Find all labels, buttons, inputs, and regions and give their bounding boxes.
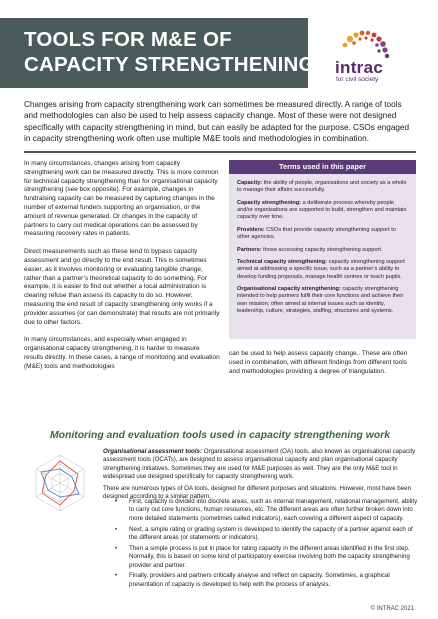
logo-tagline: for civil society (336, 76, 379, 83)
oa-description (103, 448, 418, 504)
oa-text: Organisational assessment (OA) tools, also known as organisational capacity assessment tools (OCATs), are designed to assess organisational capacity and plan organisational capacity strengthening initiatives. Sometimes they are used for M&E purposes as well. They are the only M&E tool in widespread use designed specifically for capacity strengthening work. (103, 448, 416, 481)
left-paragraph-2: Direct measurements such as these tend to bypass capacity assessment and go directly to the end result. This is sometimes easier, as it involves monitoring or evaluating tangible change, rather than a partner’s theoretical capacity to do something. For example, it is easier to find out whether a local administration is clearing refuse than assess its capacity to do so. However, measuring the end result of capacity strengthening only works if a provider assumes (or can demonstrate) that results are not primarily due to other factors. (24, 248, 220, 326)
page-title (24, 27, 324, 77)
bullet-icon: • (115, 498, 118, 505)
header-banner (0, 0, 438, 88)
list-item-text: First, capacity is divided into discrete areas, such as internal management, relational management, ability to carry out core functions, human resources, etc. The different areas are often further broken down into more detailed statements (sometimes called indicators), each covering a different aspect of capacity. (129, 498, 418, 522)
oa-lead: Organisational assessment tools: (103, 448, 203, 455)
page-title-line1: TOOLS FOR M&E OF (24, 28, 232, 51)
divider (24, 151, 416, 153)
term-definition: capacity strengthening support aimed at addressing a specific issue, such as a partner’s ability to develop funding proposals, manage health centres or teach pupils. (237, 259, 405, 280)
terms-box (229, 160, 416, 339)
term-definition: CSOs that provide capacity strengthening support to other agencies. (237, 226, 396, 240)
copyright-footer: © INTRAC 2021 (370, 606, 414, 612)
term-item (237, 259, 408, 281)
list-item-text: Finally, providers and partners critically analyse and reflect on capacity. Sometimes, a graphical presentation of capacity is developed to help with the process of analysis. (129, 572, 390, 588)
logo-wordmark: intrac (335, 58, 384, 77)
term-definition: capacity strengthening intended to help partners fulfil their core functions and achieve their own mission; often aimed at internal issues such as identity, leadership, culture, strategies, staffing, structures and systems. (237, 286, 404, 314)
term-item (237, 286, 408, 315)
term-definition: a deliberate process whereby people and/or organisations are supported to build, strengthen and maintain capacity over time. (237, 199, 407, 221)
term-label: Organisational capacity strengthening: (237, 286, 341, 293)
bullet-icon: • (115, 572, 118, 580)
terms-list (229, 174, 416, 315)
bullet-icon: • (115, 544, 118, 552)
oa-types-paragraph: There are numerous types of OA tools, designed for different purposes and situations. However, most have been designed according to a similar pattern. (103, 484, 412, 501)
term-definition: the ability of people, organisations and society as a whole to manage their affairs successfully. (237, 180, 407, 194)
term-label: Partners: (237, 246, 262, 253)
list-item-text: Then a simple process is put in place for rating capacity in the different areas identified in the first step. Normally, this is based on some kind of participatory exercise involving both the capacity strengthening provider and partner. (129, 544, 410, 569)
bullet-list (103, 498, 418, 592)
right-column-continued: can be used to help assess capacity change.. These are often used in combination, with different findings from different tools and methodologies providing a degree of triangulation. (229, 350, 408, 375)
left-paragraph-1: In many circumstances, changes arising from capacity strengthening work can be measured directly. This is more common for technical capacity strengthening than for organisational capacity strengthening (see box opposite). For example, changes in fundraising capacity can be measured by capturing changes in the number of external funders supporting an organisation, or the amount of revenue generated. Or changes in the capacity of partners to carry out medical operations can be assessed by measuring recovery rates in patients. (24, 160, 219, 238)
term-item (237, 227, 408, 241)
term-label: Providers: (237, 226, 265, 233)
list-item (103, 545, 418, 570)
list-item (103, 572, 418, 589)
section-heading: Monitoring and evaluation tools used in capacity strengthening work (50, 430, 391, 441)
term-definition: those accessing capacity strengthening support. (261, 246, 383, 253)
list-item-text: Next, a simple rating or grading system is developed to identify the capacity of a partner against each of the different areas (or statements or indicators). (129, 525, 413, 542)
term-label: Technical capacity strengthening: (237, 259, 328, 266)
oa-paragraph (103, 448, 418, 482)
list-item (103, 526, 418, 543)
page-title-line2: CAPACITY STRENGTHENING (24, 53, 315, 76)
radar-chart-icon (24, 447, 96, 519)
term-label: Capacity: (237, 180, 263, 186)
term-item (237, 247, 408, 254)
term-label: Capacity strengthening: (237, 199, 302, 206)
intro-paragraph: Changes arising from capacity strengthening work can sometimes be measured directly. A range of tools and methodologies can also be used to help assess capacity change. Most of these were not designed specifically with capacity strengthening in mind, but can easily be adapted for the purpose. CSOs engaged in capacity strengthening work often use multiple M&E tools and methodologies in combination. (24, 100, 410, 144)
term-item (237, 180, 408, 194)
left-column (24, 160, 220, 381)
bullet-icon: • (115, 525, 118, 533)
terms-heading: Terms used in this paper (229, 160, 416, 174)
term-item (237, 200, 408, 222)
left-paragraph-3: In many circumstances, and especially when engaged in organisational capacity strengthening, it is harder to measure results directly. In these cases, a range of monitoring and evaluation (M&E) tools and methodologies (24, 336, 220, 370)
list-item (103, 498, 418, 523)
